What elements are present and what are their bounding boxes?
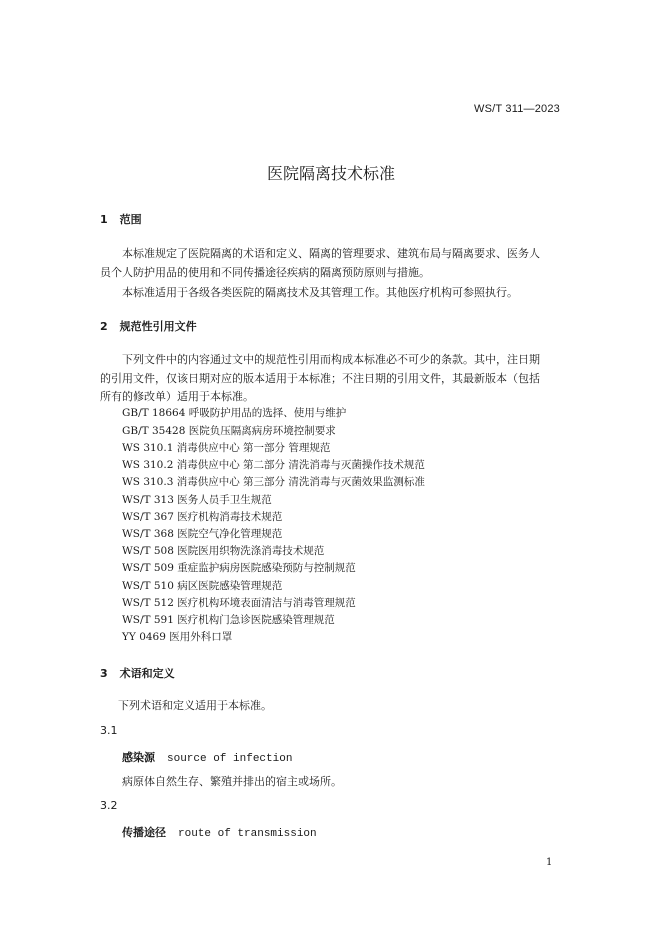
section-number: 1: [100, 213, 108, 226]
term-entry: [122, 749, 292, 765]
section-2-intro-line: 下列文件中的内容通过文中的规范性引用而构成本标准必不可少的条款。其中，注日期: [122, 353, 540, 366]
reference-item: WS/T 512 医疗机构环境表面清洁与消毒管理规范: [122, 597, 356, 609]
section-1-paragraph: 本标准适用于各级各类医院的隔离技术及其管理工作。其他医疗机构可参照执行。: [122, 286, 518, 299]
term-english: source of infection: [167, 753, 293, 765]
reference-item: WS/T 313 医务人员手卫生规范: [122, 494, 272, 506]
reference-item: WS/T 367 医疗机构消毒技术规范: [122, 511, 283, 523]
section-2-intro-line: 的引用文件，仅该日期对应的版本适用于本标准；不注日期的引用文件，其最新版本（包括: [100, 372, 540, 385]
section-title: 规范性引用文件: [119, 320, 197, 333]
page-number: 1: [546, 857, 553, 868]
reference-item: WS/T 368 医院空气净化管理规范: [122, 528, 283, 540]
section-title: 术语和定义: [119, 667, 175, 680]
reference-item: WS/T 591 医疗机构门急诊医院感染管理规范: [122, 614, 335, 626]
reference-item: WS 310.1 消毒供应中心 第一部分 管理规范: [122, 442, 331, 454]
section-number: 2: [100, 320, 108, 333]
reference-item: YY 0469 医用外科口罩: [122, 631, 233, 643]
section-3-intro: 下列术语和定义适用于本标准。: [118, 699, 272, 712]
section-3-heading: [100, 665, 175, 681]
term-chinese: 感染源: [122, 751, 155, 764]
term-number: 3.1: [100, 724, 118, 737]
reference-item: WS 310.3 消毒供应中心 第三部分 清洗消毒与灭菌效果监测标准: [122, 476, 425, 488]
document-title: 医院隔离技术标准: [266, 164, 395, 183]
section-1-heading: [100, 211, 142, 227]
section-2-intro-line: 所有的修改单）适用于本标准。: [100, 390, 254, 403]
section-1-paragraph-line: 本标准规定了医院隔离的术语和定义、隔离的管理要求、建筑布局与隔离要求、医务人: [122, 247, 540, 260]
reference-item: WS 310.2 消毒供应中心 第二部分 清洗消毒与灭菌操作技术规范: [122, 459, 425, 471]
reference-item: WS/T 510 病区医院感染管理规范: [122, 580, 283, 592]
section-1-paragraph-line: 员个人防护用品的使用和不同传播途径疾病的隔离预防原则与措施。: [100, 266, 430, 279]
term-number: 3.2: [100, 799, 118, 812]
section-2-heading: [100, 318, 197, 334]
term-english: route of transmission: [178, 828, 317, 840]
section-number: 3: [100, 667, 108, 680]
reference-item: WS/T 508 医院医用织物洗涤消毒技术规范: [122, 545, 325, 557]
term-chinese: 传播途径: [122, 826, 166, 839]
term-entry: [122, 824, 317, 840]
reference-item: GB/T 35428 医院负压隔离病房环境控制要求: [122, 425, 336, 437]
section-title: 范围: [119, 213, 142, 226]
standard-code: WS/T 311—2023: [474, 103, 560, 115]
reference-item: GB/T 18664 呼吸防护用品的选择、使用与维护: [122, 407, 347, 419]
term-definition: 病原体自然生存、繁殖并排出的宿主或场所。: [122, 775, 342, 788]
reference-item: WS/T 509 重症监护病房医院感染预防与控制规范: [122, 562, 356, 574]
